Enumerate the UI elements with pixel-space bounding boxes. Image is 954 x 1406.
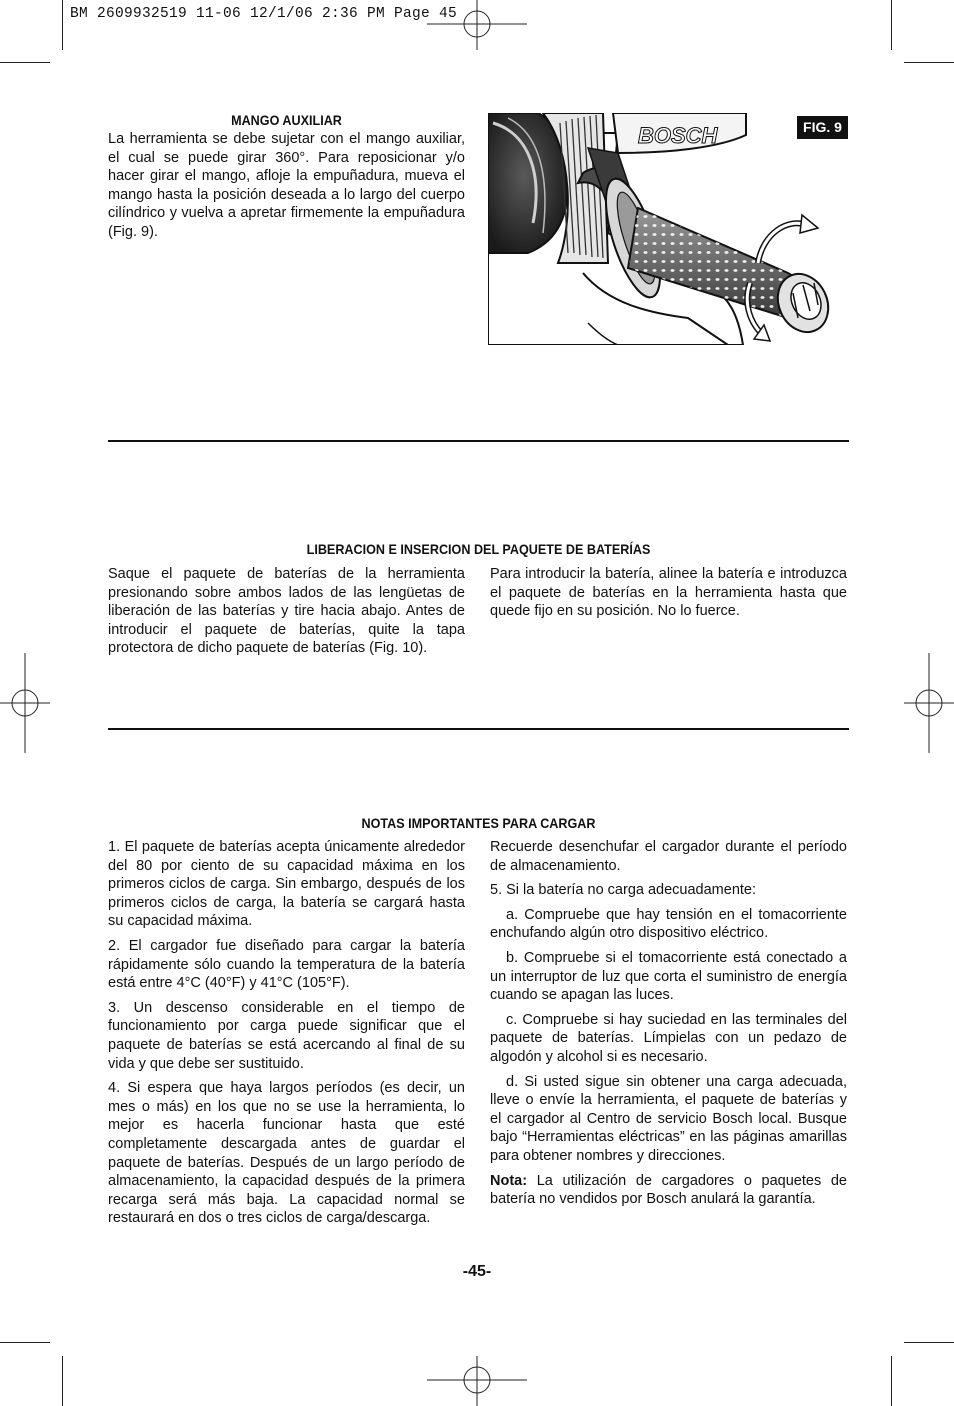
page-number: -45- bbox=[462, 1263, 492, 1280]
crop-mark bbox=[904, 62, 954, 63]
paragraph: Saque el paquete de baterías de la herramienta presionando sobre ambos lados de las lengüetas de liberación de las baterías y tire hacia abajo. Antes de introducir el paquete de baterías, quite la tapa protectora de dicho paquete de baterías (Fig. 10). bbox=[108, 566, 465, 657]
sub-item: d. Si usted sigue sin obtener una carga adecuada, lleve o envíe la herramienta, el paquete de baterías y el cargador al Centro de servicio Bosch local. Busque bajo “Herramientas eléctricas” en las páginas amarillas para obtener nombres y direcciones. bbox=[490, 1073, 847, 1164]
notas-right-column bbox=[490, 838, 847, 1215]
note-item: 3. Un descenso considerable en el tiempo de funcionamiento por carga puede significar que el paquete de baterías se está acercando al final de su vida y que debe ser sustituido. bbox=[108, 999, 465, 1072]
registration-mark-left bbox=[0, 653, 50, 753]
crop-mark bbox=[0, 62, 50, 63]
note-paragraph bbox=[490, 1172, 847, 1209]
note-item: 2. El cargador fue diseñado para cargar la batería rápidamente sólo cuando la temperatura de la batería está entre 4°C (40°F) y 41°C (105°F). bbox=[108, 937, 465, 992]
note-text: La utilización de cargadores o paquetes de batería no vendidos por Bosch anulará la garantía. bbox=[490, 1172, 847, 1208]
crop-mark bbox=[891, 1356, 892, 1406]
section-heading-liberacion: LIBERACION E INSERCION DEL PAQUETE DE BATERÍAS bbox=[306, 541, 651, 557]
notas-left-column bbox=[108, 838, 465, 1234]
liberacion-left-column bbox=[108, 565, 465, 664]
registration-mark-bottom bbox=[427, 1356, 527, 1406]
section-heading-notas: NOTAS IMPORTANTES PARA CARGAR bbox=[361, 815, 596, 831]
note-label: Nota: bbox=[490, 1172, 528, 1189]
print-slug: BM 2609932519 11-06 12/1/06 2:36 PM Page 45 bbox=[70, 6, 458, 22]
liberacion-right-column bbox=[490, 565, 847, 627]
sub-item: b. Compruebe si el tomacorriente está conectado a un interruptor de luz que corta el suministro de energía cuando se apagan las luces. bbox=[490, 949, 847, 1004]
registration-mark-right bbox=[904, 653, 954, 753]
section-divider bbox=[108, 440, 849, 442]
registration-mark-top bbox=[427, 0, 527, 50]
crop-mark bbox=[62, 0, 63, 50]
crop-mark bbox=[62, 1356, 63, 1406]
mango-paragraph bbox=[108, 130, 465, 248]
note-item: 4. Si espera que haya largos períodos (es decir, un mes o más) en los que no se use la herramienta, lo mejor es hacerla funcionar hasta que esté completamente descargada antes de guardar el paquete de baterías. Después de un largo período de almacenamiento, la capacidad después de la primera recarga será más baja. La capacidad normal se restaurará en dos o tres ciclos de carga/descarga. bbox=[108, 1080, 465, 1227]
note-item: 1. El paquete de baterías acepta únicamente alrededor del 80 por ciento de su capacidad máxima en los primeros ciclos de carga. Sin embargo, después de los primeros ciclos de carga, la batería se cargará hasta su capacidad máxima. bbox=[108, 839, 465, 930]
figure-label: FIG. 9 bbox=[797, 116, 848, 139]
figure-drill-handle bbox=[488, 113, 848, 345]
crop-mark bbox=[891, 0, 892, 50]
note-item: 5. Si la batería no carga adecuadamente: bbox=[490, 882, 757, 899]
paragraph: Recuerde desenchufar el cargador durante el período de almacenamiento. bbox=[490, 839, 847, 874]
sub-item: a. Compruebe que hay tensión en el tomacorriente enchufando algún otro dispositivo eléctrico. bbox=[490, 906, 847, 942]
figure-brand: BOSCH bbox=[638, 123, 718, 148]
crop-mark bbox=[904, 1342, 954, 1343]
section-heading-mango: MANGO AUXILIAR bbox=[231, 112, 342, 128]
paragraph: Para introducir la batería, alinee la batería e introduzca el paquete de baterías en la herramienta hasta que quede fijo en su posición. No lo fuerce. bbox=[490, 566, 847, 620]
sub-item: c. Compruebe si hay suciedad en las terminales del paquete de baterías. Límpielas con un pedazo de algodón y alcohol si es necesario. bbox=[490, 1011, 847, 1065]
crop-mark bbox=[0, 1342, 50, 1343]
section-divider bbox=[108, 728, 849, 730]
paragraph: La herramienta se debe sujetar con el mango auxiliar, el cual se puede girar 360°. Para reposicionar y/o hacer girar el mango, afloje la empuñadura, mueva el mango hasta la posición deseada a lo largo del cuerpo cilíndrico y vuelva a apretar firmemente la empuñadura (Fig. 9). bbox=[108, 131, 465, 240]
